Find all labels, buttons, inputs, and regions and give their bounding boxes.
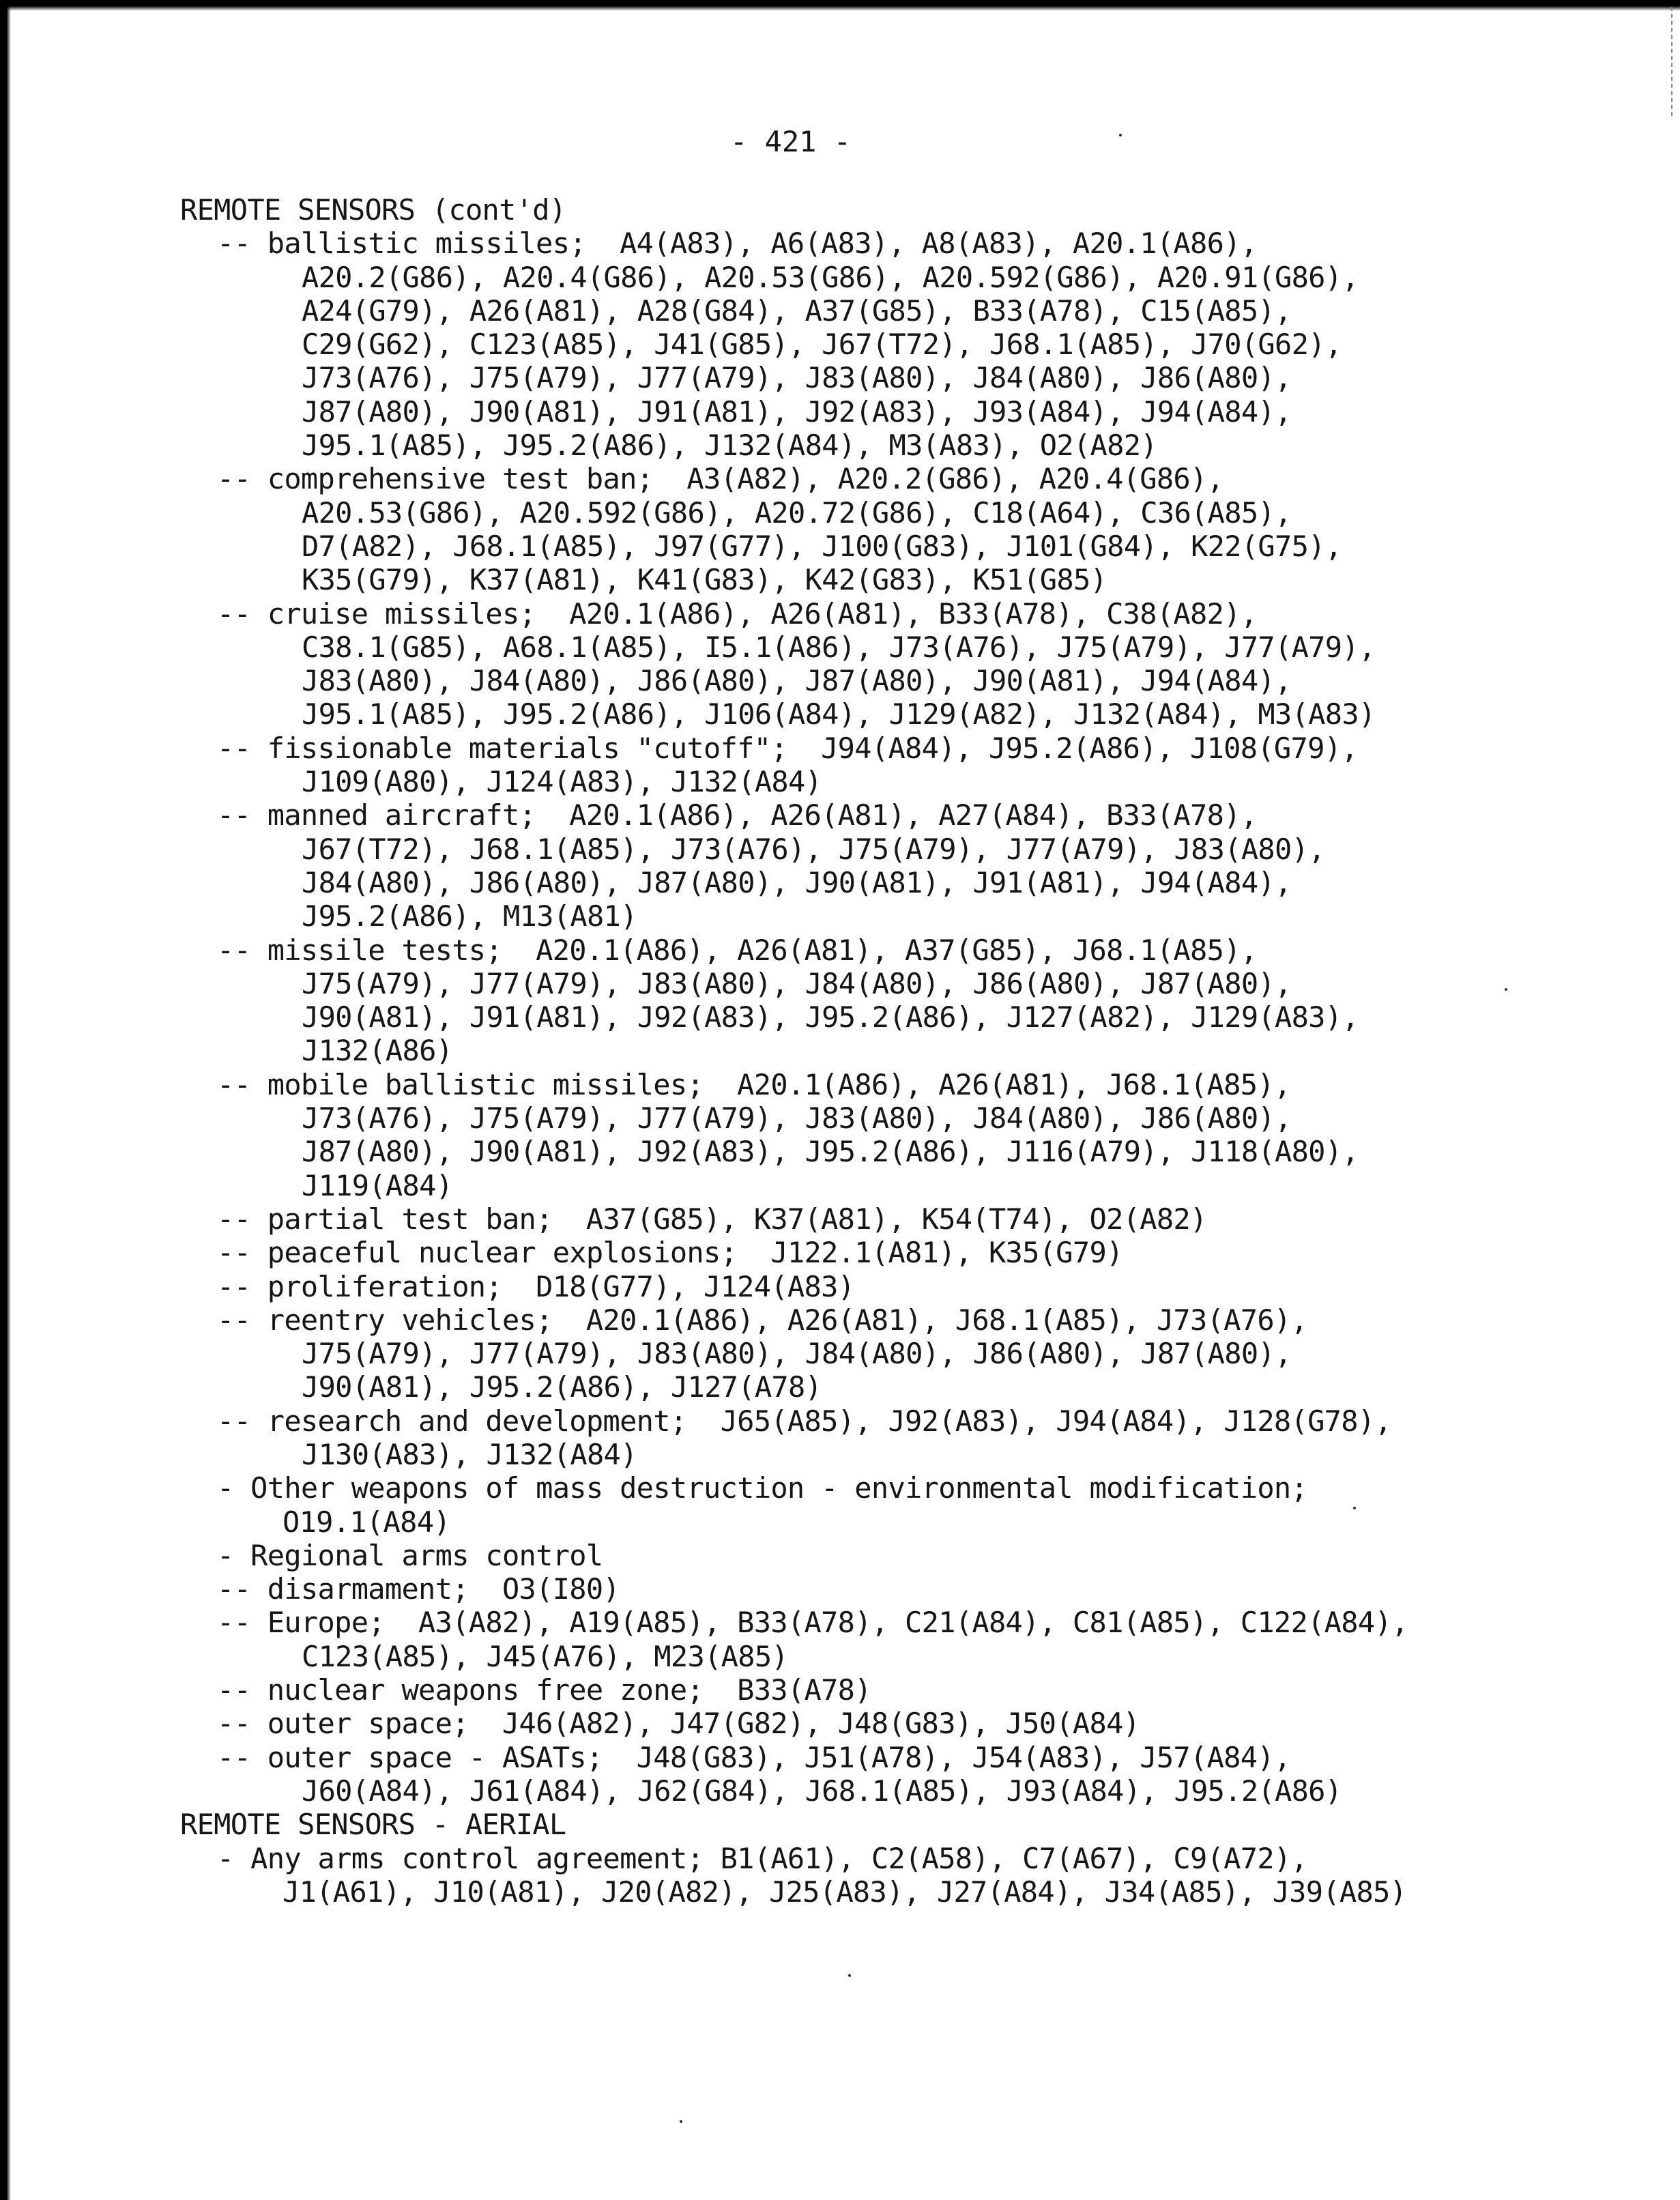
index-line: -- peaceful nuclear explosions; J122.1(A81), K35(G79) xyxy=(217,1236,1123,1270)
scan-speck xyxy=(1505,988,1507,991)
index-line: J95.2(A86), M13(A81) xyxy=(302,899,637,933)
index-line: J119(A84) xyxy=(302,1168,453,1202)
index-line: J95.1(A85), J95.2(A86), J132(A84), M3(A83), O2(A82) xyxy=(302,429,1157,463)
scan-speck xyxy=(848,1974,851,1977)
index-line: A20.2(G86), A20.4(G86), A20.53(G86), A20.592(G86), A20.91(G86), xyxy=(302,260,1359,294)
index-line: J87(A80), J90(A81), J92(A83), J95.2(A86), J116(A79), J118(A80), xyxy=(302,1135,1359,1169)
index-line: -- manned aircraft; A20.1(A86), A26(A81), A27(A84), B33(A78), xyxy=(217,798,1258,833)
index-line: J83(A80), J84(A80), J86(A80), J87(A80), J90(A81), J94(A84), xyxy=(302,664,1292,698)
index-line: C123(A85), J45(A76), M23(A85) xyxy=(302,1639,788,1673)
index-line: -- comprehensive test ban; A3(A82), A20.2(G86), A20.4(G86), xyxy=(217,462,1224,496)
index-line: J73(A76), J75(A79), J77(A79), J83(A80), J84(A80), J86(A80), xyxy=(302,361,1292,395)
index-line: -- disarmament; O3(I80) xyxy=(217,1572,620,1606)
index-line: J90(A81), J95.2(A86), J127(A78) xyxy=(302,1370,822,1404)
index-line: J95.1(A85), J95.2(A86), J106(A84), J129(A82), J132(A84), M3(A83) xyxy=(302,697,1376,732)
index-line: J75(A79), J77(A79), J83(A80), J84(A80), J86(A80), J87(A80), xyxy=(302,1337,1292,1371)
index-line: K35(G79), K37(A81), K41(G83), K42(G83), K51(G85) xyxy=(302,563,1107,597)
index-line: J130(A83), J132(A84) xyxy=(302,1437,637,1471)
index-line: -- outer space; J46(A82), J47(G82), J48(G83), J50(A84) xyxy=(217,1707,1140,1741)
scan-speck xyxy=(1119,134,1122,136)
index-line: - Regional arms control xyxy=(217,1538,603,1572)
index-line: -- reentry vehicles; A20.1(A86), A26(A81), J68.1(A85), J73(A76), xyxy=(217,1303,1308,1337)
index-line: J67(T72), J68.1(A85), J73(A76), J75(A79), J77(A79), J83(A80), xyxy=(302,832,1325,866)
index-line: C38.1(G85), A68.1(A85), I5.1(A86), J73(A76), J75(A79), J77(A79), xyxy=(302,630,1376,664)
index-line: J60(A84), J61(A84), J62(G84), J68.1(A85), J93(A84), J95.2(A86) xyxy=(302,1774,1342,1808)
scan-speck xyxy=(680,2120,682,2123)
index-line: -- fissionable materials "cutoff"; J94(A84), J95.2(A86), J108(G79), xyxy=(217,731,1358,765)
index-entries xyxy=(180,193,1647,1909)
index-line: J109(A80), J124(A83), J132(A84) xyxy=(302,765,822,799)
index-line: -- partial test ban; A37(G85), K37(A81), K54(T74), O2(A82) xyxy=(217,1202,1207,1236)
index-line: J87(A80), J90(A81), J91(A81), J92(A83), J93(A84), J94(A84), xyxy=(302,394,1292,429)
index-line: -- ballistic missiles; A4(A83), A6(A83), A8(A83), A20.1(A86), xyxy=(217,227,1258,261)
index-line: A20.53(G86), A20.592(G86), A20.72(G86), C18(A64), C36(A85), xyxy=(302,495,1292,530)
index-line: A24(G79), A26(A81), A28(G84), A37(G85), B33(A78), C15(A85), xyxy=(302,293,1292,328)
index-line: -- outer space - ASATs; J48(G83), J51(A78), J54(A83), J57(A84), xyxy=(217,1740,1291,1774)
index-line: O19.1(A84) xyxy=(283,1505,450,1539)
index-line: C29(G62), C123(A85), J41(G85), J67(T72), J68.1(A85), J70(G62), xyxy=(302,328,1342,362)
index-line: J90(A81), J91(A81), J92(A83), J95.2(A86), J127(A82), J129(A83), xyxy=(302,1000,1359,1034)
index-line: -- research and development; J65(A85), J92(A83), J94(A84), J128(G78), xyxy=(217,1404,1392,1438)
index-line: -- Europe; A3(A82), A19(A85), B33(A78), C21(A84), C81(A85), C122(A84), xyxy=(217,1606,1408,1640)
scan-speck xyxy=(1353,1507,1356,1509)
index-line: -- missile tests; A20.1(A86), A26(A81), A37(G85), J68.1(A85), xyxy=(217,933,1258,967)
scan-edge-left xyxy=(0,0,11,2200)
scan-edge-top xyxy=(0,0,1680,11)
index-line: REMOTE SENSORS (cont'd) xyxy=(180,193,566,227)
page-number: - 421 - xyxy=(730,125,852,158)
index-line: J1(A61), J10(A81), J20(A82), J25(A83), J27(A84), J34(A85), J39(A85) xyxy=(283,1875,1407,1909)
index-line: -- mobile ballistic missiles; A20.1(A86), A26(A81), J68.1(A85), xyxy=(217,1067,1291,1101)
index-line: -- proliferation; D18(G77), J124(A83) xyxy=(217,1269,855,1303)
index-line: - Any arms control agreement; B1(A61), C2(A58), C7(A67), C9(A72), xyxy=(217,1841,1308,1875)
index-line: -- nuclear weapons free zone; B33(A78) xyxy=(217,1673,871,1707)
index-line: J73(A76), J75(A79), J77(A79), J83(A80), J84(A80), J86(A80), xyxy=(302,1101,1292,1135)
index-line: D7(A82), J68.1(A85), J97(G77), J100(G83), J101(G84), K22(G75), xyxy=(302,529,1342,563)
scan-edge-right xyxy=(1671,7,1675,116)
index-line: -- cruise missiles; A20.1(A86), A26(A81), B33(A78), C38(A82), xyxy=(217,596,1258,631)
index-line: J132(A86) xyxy=(302,1034,453,1068)
index-line: J84(A80), J86(A80), J87(A80), J90(A81), J91(A81), J94(A84), xyxy=(302,865,1292,899)
index-line: REMOTE SENSORS - AERIAL xyxy=(180,1808,566,1842)
index-line: J75(A79), J77(A79), J83(A80), J84(A80), J86(A80), J87(A80), xyxy=(302,966,1292,1000)
index-line: - Other weapons of mass destruction - environmental modification; xyxy=(217,1471,1308,1505)
